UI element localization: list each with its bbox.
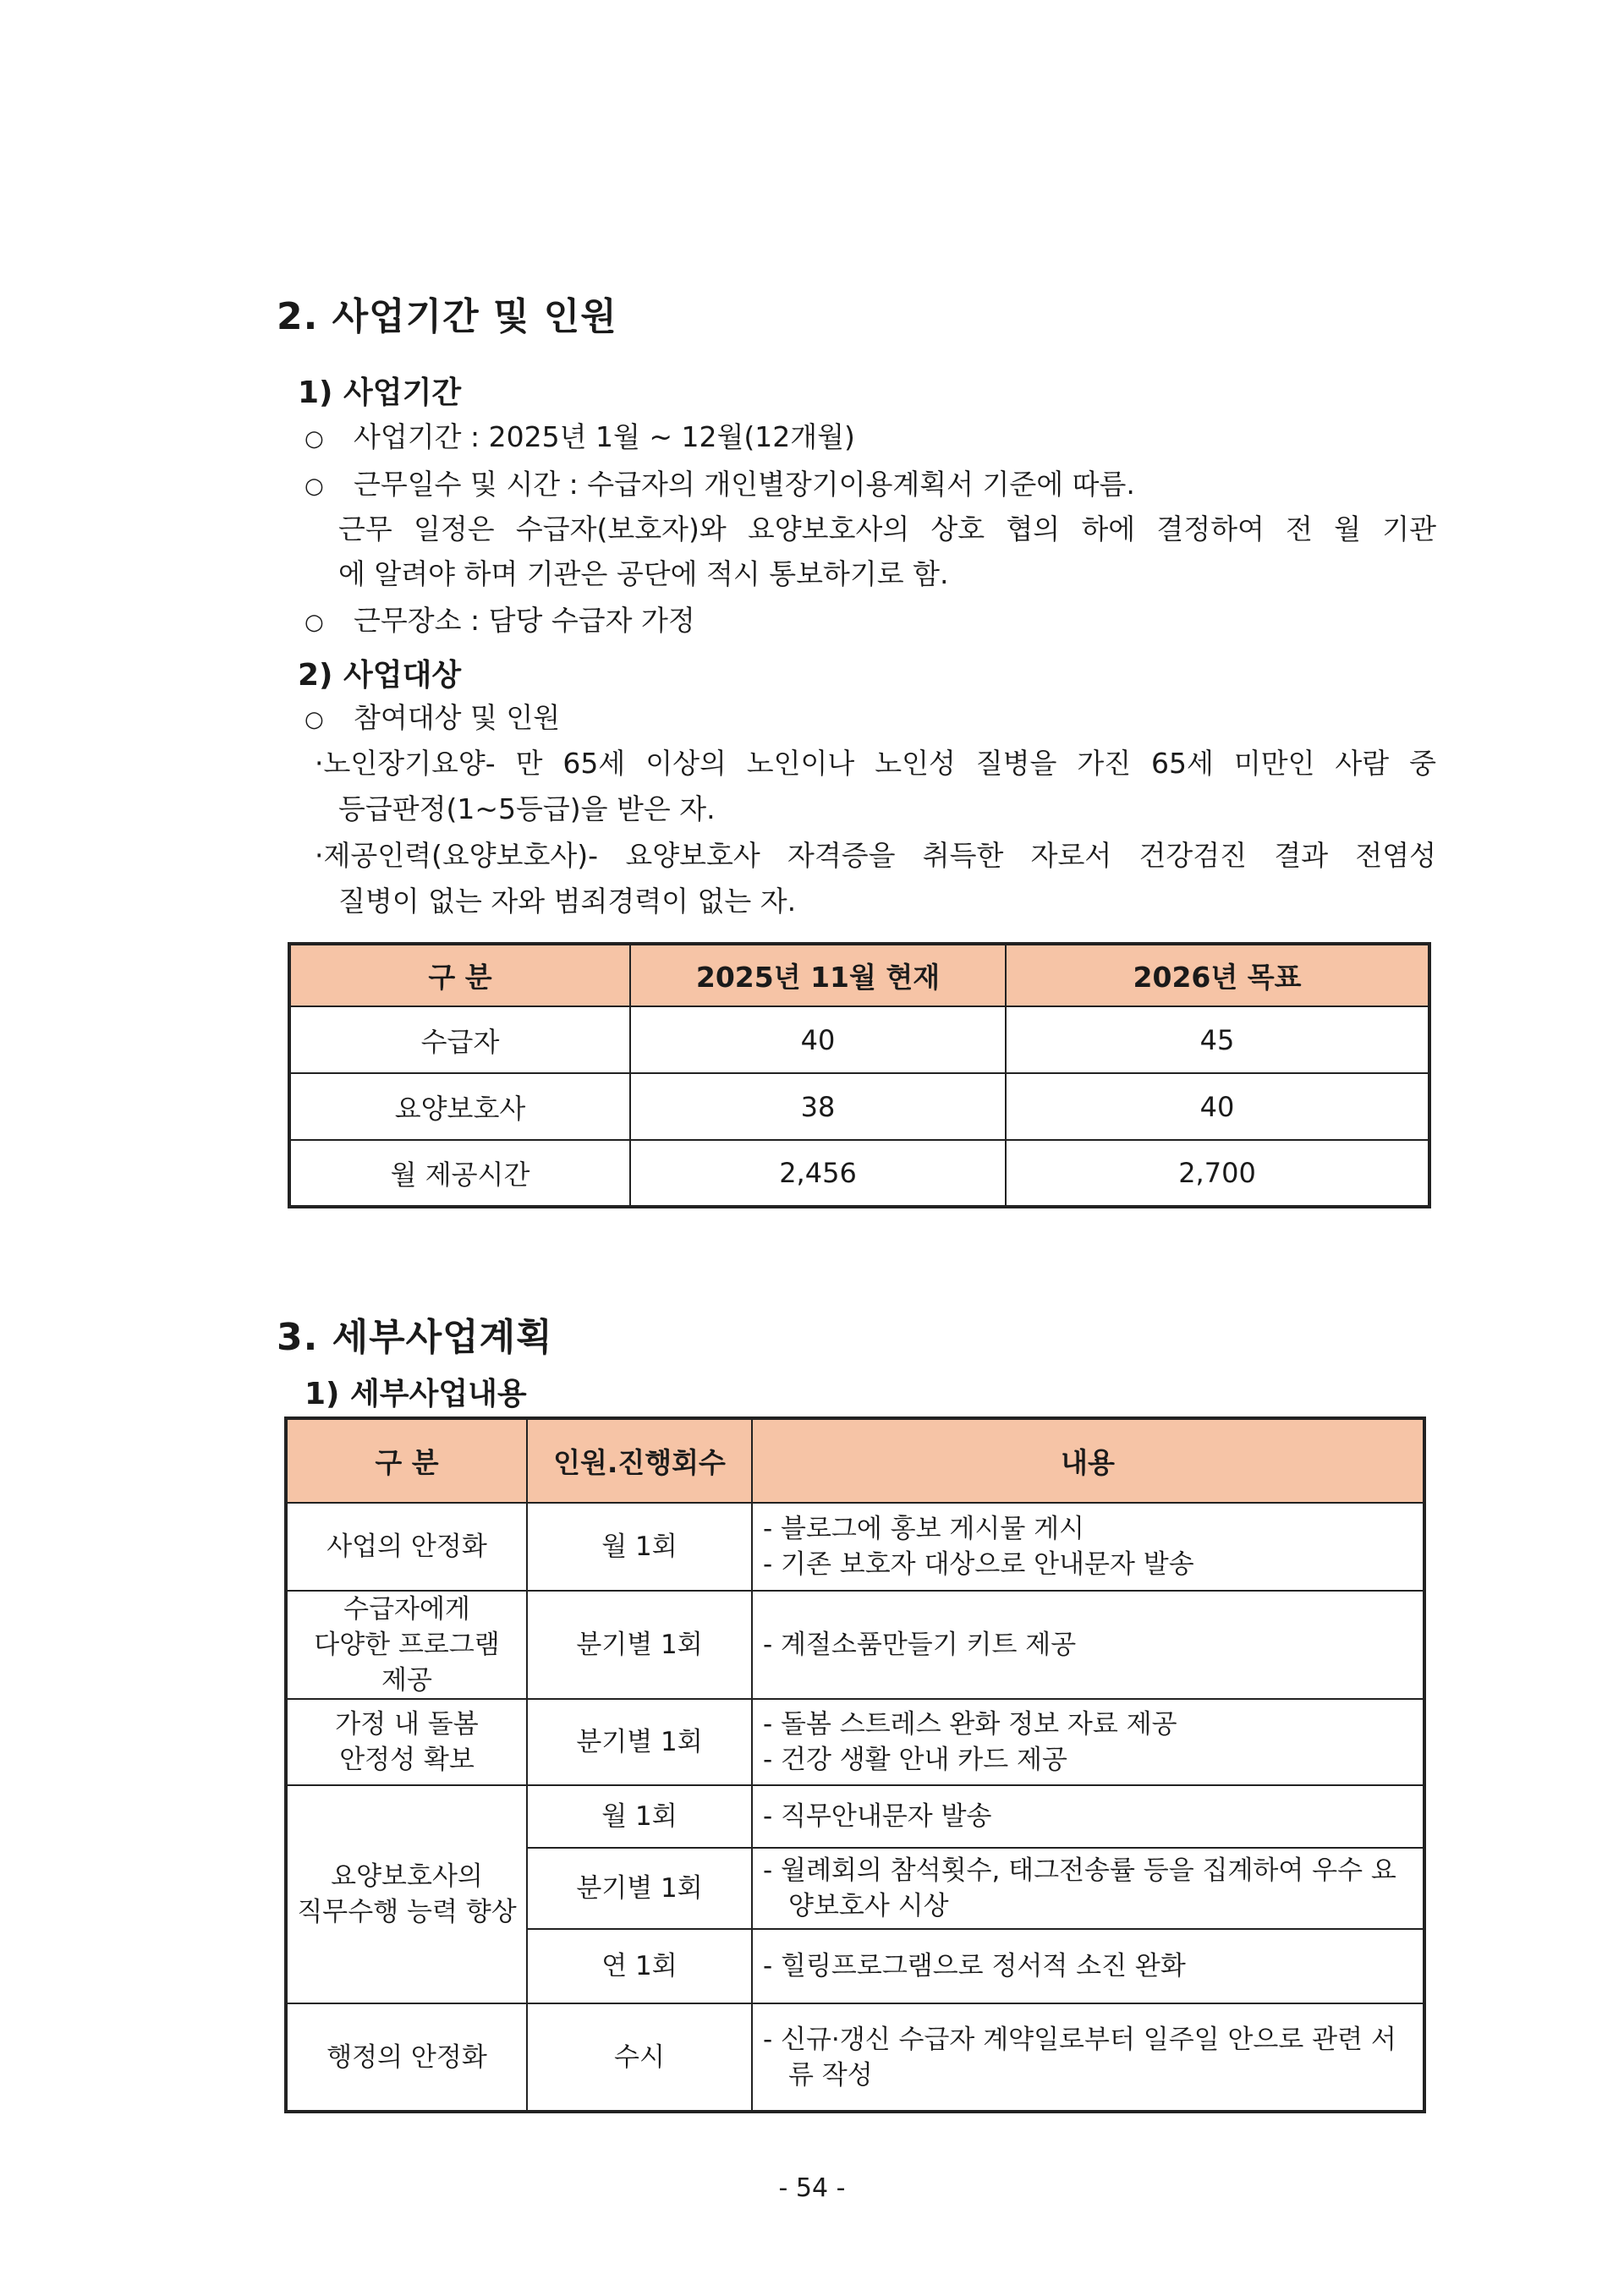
bullet-item-period: ○ 사업기간 : 2025년 1월 ~ 12월(12개월) [304,420,855,456]
workdays-continuation-2: 에 알려야 하며 기관은 공단에 적시 통보하기로 함. [338,557,949,590]
bullet-item-workplace: ○ 근무장소 : 담당 수급자 가정 [304,604,695,639]
circle-bullet-icon: ○ [304,425,324,452]
bullet-item-participants: ○ 참여대상 및 인원 [304,701,560,737]
table-cell: 월 제공시간 [289,1140,630,1207]
category-cell: 수급자에게 다양한 프로그램 제공 [286,1591,527,1699]
table-header-cell: 인원.진행회수 [527,1418,752,1503]
table-row [286,1503,1424,1591]
category-cell: 요양보호사의 직무수행 능력 향상 [286,1785,527,2003]
table-header-cell: 구 분 [286,1418,527,1503]
circle-bullet-icon: ○ [304,609,324,635]
table-row [286,1785,1424,1848]
table-header-cell: 구 분 [289,944,630,1006]
frequency-cell: 연 1회 [527,1929,752,2003]
section3-sub1-title: 1) 세부사업내용 [304,1377,527,1411]
content-cell: - 돌봄 스트레스 완화 정보 자료 제공 - 건강 생활 안내 카드 제공 [752,1699,1424,1785]
table-cell: 수급자 [289,1006,630,1073]
category-cell: 가정 내 돌봄 안정성 확보 [286,1699,527,1785]
table-header-cell: 2025년 11월 현재 [630,944,1006,1006]
dot-item-ltc-2: 등급판정(1~5등급)을 받은 자. [338,792,716,825]
dot-item-caregiver-2: 질병이 없는 자와 범죄경력이 없는 자. [338,885,797,918]
page-number: - 54 - [778,2173,846,2203]
table-cell: 38 [630,1073,1006,1140]
section2-sub1-title: 1) 사업기간 [298,375,462,410]
frequency-cell: 월 1회 [527,1785,752,1848]
table-header-row [286,1418,1424,1503]
section3-title: 3. 세부사업계획 [277,1316,553,1359]
content-cell: - 월례회의 참석횟수, 태그전송률 등을 집계하여 우수 요 양보호사 시상 [752,1848,1424,1929]
table-header-cell: 2026년 목표 [1006,944,1429,1006]
table-header-row [289,944,1429,1006]
section2-sub2-title: 2) 사업대상 [298,658,462,693]
dot-item-caregiver-1: ·제공인력(요양보호사)- 요양보호사 자격증을 취득한 자로서 건강검진 결과 전염성 [315,839,1436,872]
personnel-table [288,942,1431,1208]
category-cell: 행정의 안정화 [286,2003,527,2112]
content-cell: - 계절소품만들기 키트 제공 [752,1591,1424,1699]
frequency-cell: 월 1회 [527,1503,752,1591]
table-row [289,1006,1429,1073]
table-row [289,1140,1429,1207]
category-cell: 사업의 안정화 [286,1503,527,1591]
bullet-item-workdays: ○ 근무일수 및 시간 : 수급자의 개인별장기이용계획서 기준에 따름. [304,468,1135,503]
detail-plan-table [284,1417,1426,2113]
circle-bullet-icon: ○ [304,706,324,732]
table-cell: 2,456 [630,1140,1006,1207]
table-row [286,1591,1424,1699]
table-cell: 45 [1006,1006,1429,1073]
frequency-cell: 분기별 1회 [527,1591,752,1699]
dot-item-ltc-1: ·노인장기요양- 만 65세 이상의 노인이나 노인성 질병을 가진 65세 미만인 사람 중 [315,747,1436,780]
table-row [289,1073,1429,1140]
content-cell: - 신규·갱신 수급자 계약일로부터 일주일 안으로 관련 서 류 작성 [752,2003,1424,2112]
workdays-continuation-1: 근무 일정은 수급자(보호자)와 요양보호사의 상호 협의 하에 결정하여 전 월 기관 [338,512,1436,545]
table-cell: 40 [1006,1073,1429,1140]
frequency-cell: 수시 [527,2003,752,2112]
content-cell: - 힐링프로그램으로 정서적 소진 완화 [752,1929,1424,2003]
table-header-cell: 내용 [752,1418,1424,1503]
section2-title: 2. 사업기간 및 인원 [277,295,617,338]
table-row [286,1699,1424,1785]
table-row [286,2003,1424,2112]
content-cell: - 직무안내문자 발송 [752,1785,1424,1848]
frequency-cell: 분기별 1회 [527,1848,752,1929]
content-cell: - 블로그에 홍보 게시물 게시 - 기존 보호자 대상으로 안내문자 발송 [752,1503,1424,1591]
table-cell: 2,700 [1006,1140,1429,1207]
frequency-cell: 분기별 1회 [527,1699,752,1785]
circle-bullet-icon: ○ [304,473,324,499]
table-cell: 요양보호사 [289,1073,630,1140]
table-cell: 40 [630,1006,1006,1073]
